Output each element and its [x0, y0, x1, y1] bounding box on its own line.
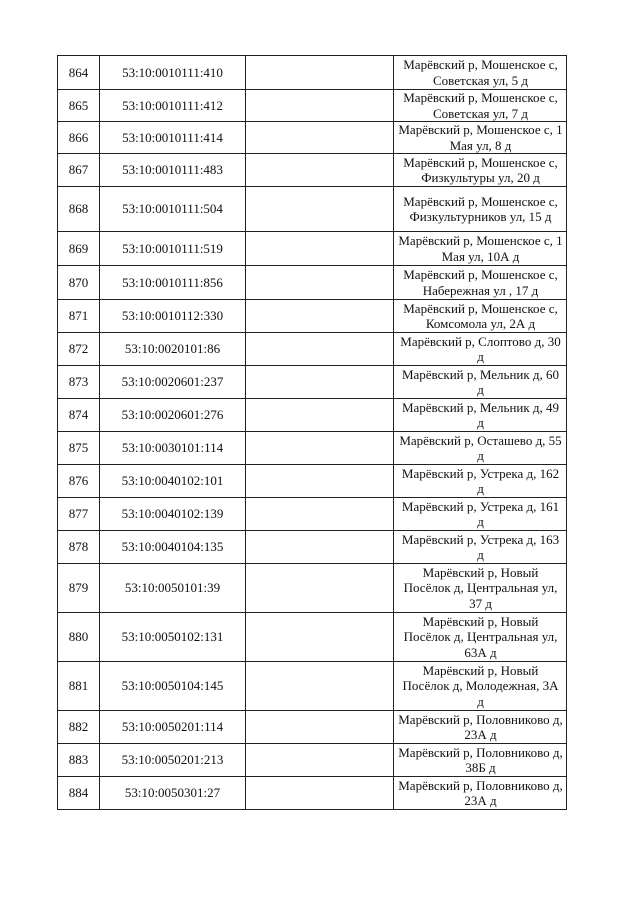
row-number: 874: [58, 399, 100, 432]
cadastral-number: 53:10:0010111:410: [100, 56, 246, 90]
table-row: [58, 531, 567, 564]
row-number: 881: [58, 662, 100, 711]
empty-cell: [246, 122, 394, 154]
cadastral-number: 53:10:0010111:519: [100, 232, 246, 266]
table-row: [58, 232, 567, 266]
table-row: [58, 662, 567, 711]
table-row: [58, 266, 567, 300]
cadastral-number: 53:10:0050201:213: [100, 744, 246, 777]
empty-cell: [246, 531, 394, 564]
address-cell: Марёвский р, Устрека д, 161 д: [394, 498, 567, 531]
empty-cell: [246, 266, 394, 300]
table-row: [58, 711, 567, 744]
row-number: 880: [58, 613, 100, 662]
empty-cell: [246, 613, 394, 662]
cadastral-number: 53:10:0030101:114: [100, 432, 246, 465]
row-number: 883: [58, 744, 100, 777]
address-cell: Марёвский р, Устрека д, 162 д: [394, 465, 567, 498]
empty-cell: [246, 662, 394, 711]
empty-cell: [246, 711, 394, 744]
row-number: 882: [58, 711, 100, 744]
address-cell: Марёвский р, Новый Посёлок д, Центральная ул, 63А д: [394, 613, 567, 662]
empty-cell: [246, 232, 394, 266]
row-number: 864: [58, 56, 100, 90]
table-row: [58, 432, 567, 465]
table-row: [58, 56, 567, 90]
cadastral-number: 53:10:0010111:412: [100, 90, 246, 122]
row-number: 877: [58, 498, 100, 531]
row-number: 869: [58, 232, 100, 266]
address-cell: Марёвский р, Половниково д, 23А д: [394, 711, 567, 744]
address-cell: Марёвский р, Слоптово д, 30 д: [394, 333, 567, 366]
cadastral-number: 53:10:0010111:414: [100, 122, 246, 154]
address-cell: Марёвский р, Мельник д, 60 д: [394, 366, 567, 399]
row-number: 878: [58, 531, 100, 564]
empty-cell: [246, 432, 394, 465]
empty-cell: [246, 399, 394, 432]
address-cell: Марёвский р, Мошенское с, Физкультурников ул, 15 д: [394, 187, 567, 232]
address-cell: Марёвский р, Половниково д, 38Б д: [394, 744, 567, 777]
table-row: [58, 613, 567, 662]
empty-cell: [246, 498, 394, 531]
cadastral-number: 53:10:0020601:237: [100, 366, 246, 399]
cadastral-number: 53:10:0010111:483: [100, 154, 246, 187]
cadastral-number: 53:10:0050301:27: [100, 777, 246, 810]
empty-cell: [246, 154, 394, 187]
address-cell: Марёвский р, Устрека д, 163 д: [394, 531, 567, 564]
empty-cell: [246, 465, 394, 498]
cadastral-number: 53:10:0020601:276: [100, 399, 246, 432]
cadastral-number: 53:10:0050101:39: [100, 564, 246, 613]
row-number: 865: [58, 90, 100, 122]
table-row: [58, 187, 567, 232]
address-cell: Марёвский р, Мошенское с, Набережная ул , 17 д: [394, 266, 567, 300]
row-number: 867: [58, 154, 100, 187]
address-cell: Марёвский р, Осташево д, 55 д: [394, 432, 567, 465]
cadastral-number: 53:10:0010112:330: [100, 300, 246, 333]
cadastral-number: 53:10:0040104:135: [100, 531, 246, 564]
empty-cell: [246, 187, 394, 232]
table-row: [58, 300, 567, 333]
empty-cell: [246, 90, 394, 122]
empty-cell: [246, 777, 394, 810]
table-row: [58, 465, 567, 498]
property-table: [57, 55, 567, 810]
empty-cell: [246, 56, 394, 90]
row-number: 870: [58, 266, 100, 300]
address-cell: Марёвский р, Мошенское с, Комсомола ул, 2А д: [394, 300, 567, 333]
cadastral-number: 53:10:0050104:145: [100, 662, 246, 711]
address-cell: Марёвский р, Половниково д, 23А д: [394, 777, 567, 810]
cadastral-number: 53:10:0010111:504: [100, 187, 246, 232]
row-number: 871: [58, 300, 100, 333]
address-cell: Марёвский р, Новый Посёлок д, Центральная ул, 37 д: [394, 564, 567, 613]
empty-cell: [246, 300, 394, 333]
empty-cell: [246, 744, 394, 777]
table-row: [58, 122, 567, 154]
row-number: 884: [58, 777, 100, 810]
table-row: [58, 399, 567, 432]
table-row: [58, 366, 567, 399]
empty-cell: [246, 333, 394, 366]
table-row: [58, 564, 567, 613]
row-number: 876: [58, 465, 100, 498]
address-cell: Марёвский р, Мошенское с, Советская ул, 5 д: [394, 56, 567, 90]
cadastral-number: 53:10:0050201:114: [100, 711, 246, 744]
address-cell: Марёвский р, Новый Посёлок д, Молодежная, 3А д: [394, 662, 567, 711]
table-row: [58, 154, 567, 187]
empty-cell: [246, 564, 394, 613]
row-number: 866: [58, 122, 100, 154]
empty-cell: [246, 366, 394, 399]
row-number: 872: [58, 333, 100, 366]
row-number: 873: [58, 366, 100, 399]
table-body: [58, 56, 567, 810]
cadastral-number: 53:10:0040102:139: [100, 498, 246, 531]
table-row: [58, 744, 567, 777]
row-number: 879: [58, 564, 100, 613]
table-row: [58, 498, 567, 531]
cadastral-number: 53:10:0020101:86: [100, 333, 246, 366]
table-row: [58, 90, 567, 122]
row-number: 875: [58, 432, 100, 465]
cadastral-number: 53:10:0040102:101: [100, 465, 246, 498]
address-cell: Марёвский р, Мошенское с, Физкультуры ул, 20 д: [394, 154, 567, 187]
table-row: [58, 333, 567, 366]
address-cell: Марёвский р, Мошенское с, 1 Мая ул, 10А д: [394, 232, 567, 266]
cadastral-number: 53:10:0050102:131: [100, 613, 246, 662]
address-cell: Марёвский р, Мошенское с, Советская ул, 7 д: [394, 90, 567, 122]
cadastral-number: 53:10:0010111:856: [100, 266, 246, 300]
address-cell: Марёвский р, Мельник д, 49 д: [394, 399, 567, 432]
row-number: 868: [58, 187, 100, 232]
table-row: [58, 777, 567, 810]
address-cell: Марёвский р, Мошенское с, 1 Мая ул, 8 д: [394, 122, 567, 154]
